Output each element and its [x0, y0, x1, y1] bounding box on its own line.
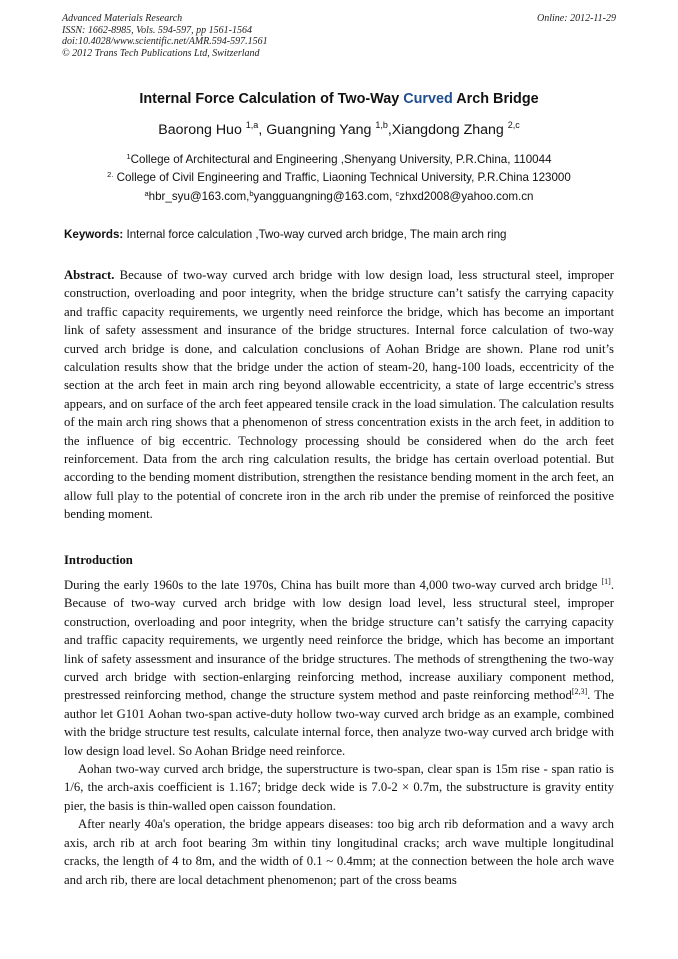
- title-part-1: Internal Force Calculation of Two-Way: [139, 91, 404, 107]
- email-marker: a: [144, 189, 149, 198]
- author-emails: [0, 190, 678, 203]
- keywords-text: Internal force calculation ,Two-way curved arch bridge, The main arch ring: [123, 228, 507, 241]
- title-part-2: Arch Bridge: [452, 91, 539, 107]
- introduction-heading: Introduction: [64, 553, 133, 567]
- intro-text: . The author let G101 Aohan two-span active-duty hollow two-way curved arch bridge as an example, combined with the bridge structure test results, calculate internal force, then analyze two-way curved arch bridge with low design load level. So Aohan Bridge need reinforce.: [64, 688, 614, 758]
- author-name: Baorong Huo: [158, 122, 246, 138]
- affiliation-text: College of Civil Engineering and Traffic, Liaoning Technical University, P.R.China 123000: [116, 171, 571, 184]
- keywords-label: Keywords:: [64, 228, 124, 241]
- citation-ref: [2,3]: [571, 687, 588, 697]
- intro-paragraph-2: Aohan two-way curved arch bridge, the superstructure is two-span, clear span is 15m rise - span ratio is 1/6, the arch-axis coefficient is 1.167; bridge deck wide is 7.0-2 × 0.7m, the substructure is gravity entity pier, the basis is thin-walled open caisson foundation.: [64, 762, 614, 813]
- email-address: hbr_syu@163.com,: [148, 190, 250, 203]
- paper-title: [0, 91, 678, 107]
- author-list: [0, 122, 678, 138]
- affiliation-marker: 2.: [107, 170, 114, 179]
- intro-paragraph-1: [64, 576, 614, 760]
- email-address: yangguangning@163.com,: [253, 190, 396, 203]
- affiliation-2: [0, 171, 678, 184]
- author-superscript: 1,a: [245, 120, 259, 130]
- author-name: , Guangning Yang: [258, 122, 376, 138]
- journal-header: [62, 13, 616, 59]
- intro-text: During the early 1960s to the late 1970s, China has built more than 4,000 two-way curved arch bridge: [64, 578, 602, 592]
- introduction-body: [64, 576, 614, 889]
- title-highlight: Curved: [403, 91, 453, 107]
- doi-line: doi:10.4028/www.scientific.net/AMR.594-597.1561: [62, 36, 268, 47]
- author-superscript: 1,b: [375, 120, 388, 130]
- affiliation-1: [0, 153, 678, 166]
- abstract-text: Because of two-way curved arch bridge with low design load, less structural steel, improper construction, overloading and poor integrity, when the bridge structure can’t satisfy the carrying capacity and traffic capacity requirements, we urgently need reinforce the bridge, which has become an important link of safety assessment and insurance of the bridge structures. Internal force calculation of two-way curved arch bridge is done, and calculation conclusions of Aohan Bridge are shown. Plane rod unit’s calculation results show that the bridge under the action of steam-20, hang-100 loads, eccentricity of the section at the arch feet in main arch ring beyond allowable eccentricity, a state of large eccentric's stress appears, and on surface of the arch feet appeared tensile crack in the load simulation. The calculation results of the main arch ring shows that a phenomenon of stress concentration exists in the arch feet, in addition to the influence of big eccentric. Technology processing should be considered when do the arch feet reinforcement. Data from the arch ring calculation results, the bridge has certain overload potential. But according to the bending moment distribution, strengthen the resistance bending moment in the arch feet, an allow full play to the potential of concrete iron in the arch rib under the premise of reinforced the positive bending moment.: [64, 268, 614, 522]
- online-date: Online: 2012-11-29: [537, 13, 616, 24]
- issn-line: ISSN: 1662-8985, Vols. 594-597, pp 1561-1564: [62, 24, 252, 36]
- keywords-line: [64, 228, 614, 241]
- email-marker: b: [249, 189, 254, 198]
- author-name: ,Xiangdong Zhang: [387, 122, 508, 138]
- affiliation-text: College of Architectural and Engineering ,Shenyang University, P.R.China, 110044: [130, 153, 552, 166]
- author-superscript: 2,c: [507, 120, 520, 130]
- intro-paragraph-3: After nearly 40a's operation, the bridge appears diseases: too big arch rib deformation and a wavy arch axis, arch rib at arch foot bearing 3m within tiny longitudinal cracks; arch wave multiple longitudinal cracks, the length of 4 to 8m, and the width of 0.1 ~ 0.4mm; at the connection between the hole arch wave and arch rib, there are local detachment phenomenon; part of the cross beams: [64, 817, 614, 887]
- affiliation-marker: 1: [126, 152, 131, 161]
- intro-text: . Because of two-way curved arch bridge with low design load level, less structural steel, improper construction, overloading and poor integrity, when the bridge structure can’t satisfy the carrying capacity and traffic capacity requirements, we urgently need reinforce the bridge, which has become an important link of safety assessment and insurance of the bridge structures. The methods of strengthening the two-way curved arch bridge with section-enlarging reinforcing method, increase auxiliary component method, prestressed reinforcing method, change the structure system method and paste reinforcing method: [64, 578, 614, 703]
- abstract-paragraph: [64, 266, 614, 524]
- journal-name: Advanced Materials Research: [62, 13, 183, 24]
- email-marker: c: [395, 189, 400, 198]
- email-address: zhxd2008@yahoo.com.cn: [399, 190, 534, 203]
- copyright-line: © 2012 Trans Tech Publications Ltd, Switzerland: [62, 47, 260, 59]
- citation-ref: [1]: [601, 577, 611, 586]
- abstract-label: Abstract.: [64, 268, 115, 282]
